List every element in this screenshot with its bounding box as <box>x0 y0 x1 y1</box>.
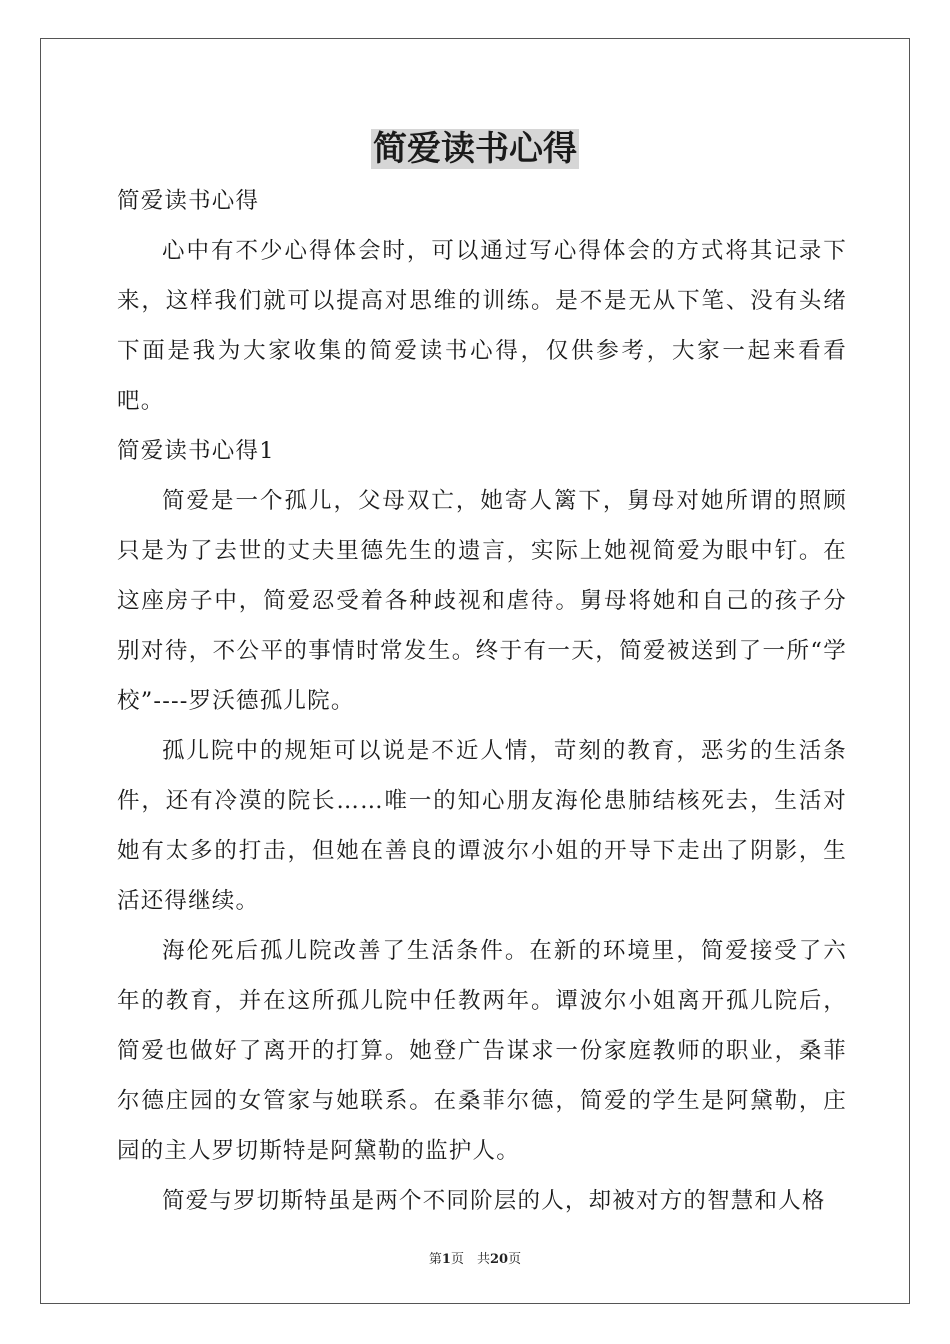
document-title-text: 简爱读书心得 <box>373 129 577 169</box>
subtitle: 简爱读书心得 <box>117 188 260 214</box>
footer-prefix: 第 <box>428 1252 442 1267</box>
page-footer <box>0 1248 950 1267</box>
document-title <box>0 126 950 172</box>
body-paragraph-1: 简爱是一个孤儿，父母双亡，她寄人篱下，舅母对她所谓的照顾只是为了去世的丈夫里德先生的遗言，实际上她视简爱为眼中钉。在这座房子中，简爱忍受着各种歧视和虐待。舅母将她和自己的孩子分别对待，不公平的事情时常发生。终于有一天，简爱被送到了一所“学校”----罗沃德孤儿院。 <box>117 488 847 714</box>
body-paragraph-4: 简爱与罗切斯特虽是两个不同阶层的人，却被对方的智慧和人格 <box>162 1188 826 1214</box>
body-paragraph-3: 海伦死后孤儿院改善了生活条件。在新的环境里，简爱接受了六年的教育，并在这所孤儿院中任教两年。谭波尔小姐离开孤儿院后，简爱也做好了离开的打算。她登广告谋求一份家庭教师的职业，桑菲尔德庄园的女管家与她联系。在桑菲尔德，简爱的学生是阿黛勒，庄园的主人罗切斯特是阿黛勒的监护人。 <box>117 938 847 1164</box>
intro-paragraph: 心中有不少心得体会时，可以通过写心得体会的方式将其记录下来，这样我们就可以提高对思维的训练。是不是无从下笔、没有头绪下面是我为大家收集的简爱读书心得，仅供参考，大家一起来看看吧。 <box>117 238 847 414</box>
document-body <box>117 176 847 1226</box>
footer-mid: 页 共 <box>450 1252 490 1267</box>
total-page-count: 20 <box>489 1252 509 1267</box>
body-paragraph-2: 孤儿院中的规矩可以说是不近人情，苛刻的教育，恶劣的生活条件，还有冷漠的院长……唯一的知心朋友海伦患肺结核死去，生活对她有太多的打击，但她在善良的谭波尔小姐的开导下走出了阴影，生活还得继续。 <box>117 738 847 914</box>
footer-suffix: 页 <box>508 1252 522 1267</box>
section-heading: 简爱读书心得1 <box>117 438 275 464</box>
current-page-number: 1 <box>441 1252 451 1267</box>
